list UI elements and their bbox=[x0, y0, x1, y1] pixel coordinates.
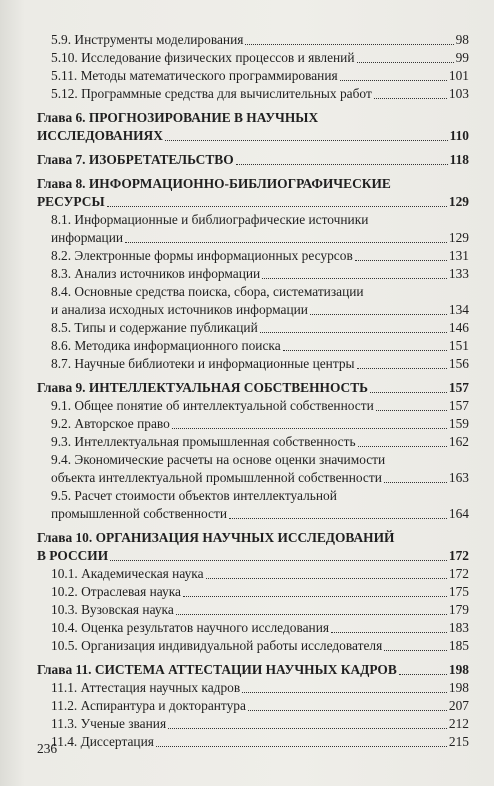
toc-entry-row bbox=[37, 379, 469, 397]
table-of-contents bbox=[37, 31, 469, 751]
toc-entry-title-line: 9.5. Расчет стоимости объектов интеллектуальной bbox=[51, 488, 337, 503]
toc-entry-title: промышленной собственности bbox=[51, 506, 228, 521]
toc-entry-title: 9.2. Авторское право bbox=[51, 416, 170, 431]
toc-entry-title-line: Глава 8. ИНФОРМАЦИОННО-БИБЛИОГРАФИЧЕСКИЕ bbox=[37, 176, 391, 191]
toc-entry-title: 8.3. Анализ источников информации bbox=[51, 266, 261, 281]
toc-section-entry[interactable] bbox=[37, 415, 469, 433]
dot-leader bbox=[107, 205, 447, 207]
toc-entry-row bbox=[51, 31, 469, 49]
toc-entry-row bbox=[37, 547, 469, 565]
dot-leader bbox=[357, 367, 447, 369]
dot-leader bbox=[229, 517, 447, 519]
dot-leader bbox=[374, 97, 447, 99]
toc-entry-title: 9.3. Интеллектуальная промышленная собственность bbox=[51, 434, 356, 449]
toc-section-entry[interactable] bbox=[37, 49, 469, 67]
dot-leader bbox=[242, 691, 447, 693]
toc-entry-row bbox=[51, 469, 469, 487]
toc-page-number: 175 bbox=[448, 584, 469, 599]
toc-entry-row bbox=[51, 619, 469, 637]
toc-entry-row bbox=[51, 697, 469, 715]
toc-page-number: 156 bbox=[448, 356, 469, 371]
toc-section-entry[interactable] bbox=[37, 31, 469, 49]
toc-section-entry[interactable] bbox=[37, 619, 469, 637]
toc-entry-row bbox=[51, 637, 469, 655]
dot-leader bbox=[370, 391, 447, 393]
toc-page-number: 183 bbox=[448, 620, 469, 635]
toc-page-number: 118 bbox=[449, 152, 469, 167]
toc-entry-title: объекта интеллектуальной промышленной собственности bbox=[51, 470, 382, 485]
toc-entry-title: и анализа исходных источников информации bbox=[51, 302, 308, 317]
toc-entry-title: 5.11. Методы математического программирования bbox=[51, 68, 338, 83]
toc-entry-title-line: 8.1. Информационные и библиографические источники bbox=[51, 212, 369, 227]
toc-entry-row bbox=[51, 715, 469, 733]
toc-entry-title: 11.1. Аттестация научных кадров bbox=[51, 680, 241, 695]
toc-entry-row bbox=[37, 661, 469, 679]
page-number: 236 bbox=[37, 741, 58, 756]
toc-section-entry[interactable] bbox=[37, 433, 469, 451]
toc-entry-title-line: Глава 10. ОРГАНИЗАЦИЯ НАУЧНЫХ ИССЛЕДОВАНИЙ bbox=[37, 530, 395, 545]
dot-leader bbox=[110, 559, 447, 561]
toc-entry-title: 10.4. Оценка результатов научного исследования bbox=[51, 620, 330, 635]
toc-entry-title: 11.2. Аспирантура и докторантура bbox=[51, 698, 246, 713]
toc-entry-row bbox=[51, 319, 469, 337]
toc-entry-row bbox=[51, 265, 469, 283]
toc-section-entry[interactable] bbox=[37, 565, 469, 583]
toc-section-entry[interactable] bbox=[37, 715, 469, 733]
toc-section-entry[interactable] bbox=[37, 451, 469, 487]
toc-entry-row bbox=[51, 601, 469, 619]
toc-page-number: 134 bbox=[448, 302, 469, 317]
toc-entry-row bbox=[51, 565, 469, 583]
toc-entry-title: Глава 7. ИЗОБРЕТАТЕЛЬСТВО bbox=[37, 152, 234, 167]
dot-leader bbox=[384, 481, 447, 483]
toc-entry-title: информации bbox=[51, 230, 124, 245]
toc-entry-row bbox=[51, 67, 469, 85]
toc-entry-title: Глава 11. СИСТЕМА АТТЕСТАЦИИ НАУЧНЫХ КАДРОВ bbox=[37, 662, 397, 677]
toc-section-entry[interactable] bbox=[37, 265, 469, 283]
toc-section-entry[interactable] bbox=[37, 319, 469, 337]
dot-leader bbox=[340, 79, 447, 81]
dot-leader bbox=[384, 649, 447, 651]
toc-entry-row bbox=[51, 679, 469, 697]
toc-entry-title: 8.6. Методика информационного поиска bbox=[51, 338, 281, 353]
toc-entry-title: 5.12. Программные средства для вычислительных работ bbox=[51, 86, 372, 101]
toc-entry-row bbox=[51, 85, 469, 103]
toc-page-number: 146 bbox=[448, 320, 469, 335]
toc-section-entry[interactable] bbox=[37, 247, 469, 265]
toc-entry-title: 8.2. Электронные формы информационных ресурсов bbox=[51, 248, 353, 263]
toc-entry-title: 5.9. Инструменты моделирования bbox=[51, 32, 244, 47]
toc-entry-row bbox=[51, 397, 469, 415]
toc-page-number: 198 bbox=[448, 662, 469, 677]
toc-page-number: 162 bbox=[448, 434, 469, 449]
toc-section-entry[interactable] bbox=[37, 487, 469, 523]
dot-leader bbox=[399, 673, 447, 675]
dot-leader bbox=[168, 727, 447, 729]
toc-entry-row bbox=[37, 151, 469, 169]
toc-entry-title: Глава 9. ИНТЕЛЛЕКТУАЛЬНАЯ СОБСТВЕННОСТЬ bbox=[37, 380, 368, 395]
toc-section-entry[interactable] bbox=[37, 397, 469, 415]
dot-leader bbox=[357, 61, 454, 63]
dot-leader bbox=[206, 577, 447, 579]
toc-page-number: 179 bbox=[448, 602, 469, 617]
toc-entry-title: 8.7. Научные библиотеки и информационные центры bbox=[51, 356, 355, 371]
toc-page-number: 207 bbox=[448, 698, 469, 713]
dot-leader bbox=[260, 331, 447, 333]
toc-chapter-entry[interactable] bbox=[37, 175, 469, 211]
toc-page-number: 110 bbox=[449, 128, 469, 143]
toc-chapter-entry[interactable] bbox=[37, 151, 469, 169]
toc-section-entry[interactable] bbox=[37, 67, 469, 85]
toc-section-entry[interactable] bbox=[37, 679, 469, 697]
toc-page-number: 131 bbox=[448, 248, 469, 263]
toc-entry-title-line: 9.4. Экономические расчеты на основе оценки значимости bbox=[51, 452, 386, 467]
toc-entry-row bbox=[51, 733, 469, 751]
dot-leader bbox=[125, 241, 447, 243]
toc-page-number: 163 bbox=[448, 470, 469, 485]
toc-page-number: 157 bbox=[448, 398, 469, 413]
toc-page-number: 157 bbox=[448, 380, 469, 395]
toc-entry-title: 9.1. Общее понятие об интеллектуальной собственности bbox=[51, 398, 374, 413]
toc-entry-title: 10.5. Организация индивидуальной работы исследователя bbox=[51, 638, 383, 653]
toc-chapter-entry[interactable] bbox=[37, 661, 469, 679]
toc-chapter-entry[interactable] bbox=[37, 109, 469, 145]
toc-page-number: 151 bbox=[448, 338, 469, 353]
toc-page-number: 172 bbox=[448, 548, 469, 563]
dot-leader bbox=[355, 259, 447, 261]
toc-page-number: 98 bbox=[455, 32, 469, 47]
dot-leader bbox=[183, 595, 447, 597]
toc-entry-row bbox=[51, 337, 469, 355]
dot-leader bbox=[176, 613, 447, 615]
toc-entry-row bbox=[51, 229, 469, 247]
dot-leader bbox=[245, 43, 453, 45]
toc-entry-row bbox=[51, 301, 469, 319]
dot-leader bbox=[283, 349, 447, 351]
toc-chapter-entry[interactable] bbox=[37, 379, 469, 397]
dot-leader bbox=[310, 313, 447, 315]
dot-leader bbox=[172, 427, 447, 429]
dot-leader bbox=[358, 445, 447, 447]
toc-page-number: 101 bbox=[448, 68, 469, 83]
dot-leader bbox=[376, 409, 447, 411]
toc-entry-title: 10.3. Вузовская наука bbox=[51, 602, 174, 617]
toc-entry-title: 5.10. Исследование физических процессов и явлений bbox=[51, 50, 355, 65]
toc-entry-row bbox=[37, 127, 469, 145]
toc-entry-title: 10.1. Академическая наука bbox=[51, 566, 204, 581]
toc-entry-row bbox=[51, 433, 469, 451]
toc-section-entry[interactable] bbox=[37, 601, 469, 619]
dot-leader bbox=[165, 139, 448, 141]
toc-section-entry[interactable] bbox=[37, 355, 469, 373]
toc-section-entry[interactable] bbox=[37, 697, 469, 715]
dot-leader bbox=[331, 631, 447, 633]
toc-page-number: 198 bbox=[448, 680, 469, 695]
dot-leader bbox=[156, 745, 447, 747]
toc-page-number: 164 bbox=[448, 506, 469, 521]
toc-page-number: 159 bbox=[448, 416, 469, 431]
toc-page-number: 133 bbox=[448, 266, 469, 281]
toc-section-entry[interactable] bbox=[37, 583, 469, 601]
toc-page-number: 129 bbox=[448, 194, 469, 209]
toc-section-entry[interactable] bbox=[37, 337, 469, 355]
dot-leader bbox=[236, 163, 448, 165]
toc-entry-row bbox=[51, 247, 469, 265]
toc-page-number: 215 bbox=[448, 734, 469, 749]
toc-entry-title-line: Глава 6. ПРОГНОЗИРОВАНИЕ В НАУЧНЫХ bbox=[37, 110, 319, 125]
toc-entry-title: ИССЛЕДОВАНИЯХ bbox=[37, 128, 163, 143]
toc-entry-row bbox=[51, 49, 469, 67]
toc-section-entry[interactable] bbox=[37, 283, 469, 319]
toc-section-entry[interactable] bbox=[37, 211, 469, 247]
toc-entry-row bbox=[51, 505, 469, 523]
toc-entry-title: 8.5. Типы и содержание публикаций bbox=[51, 320, 258, 335]
dot-leader bbox=[262, 277, 447, 279]
toc-section-entry[interactable] bbox=[37, 637, 469, 655]
toc-page-number: 185 bbox=[448, 638, 469, 653]
toc-page-number: 212 bbox=[448, 716, 469, 731]
toc-entry-title-line: 8.4. Основные средства поиска, сбора, систематизации bbox=[51, 284, 364, 299]
toc-section-entry[interactable] bbox=[37, 85, 469, 103]
dot-leader bbox=[248, 709, 447, 711]
toc-page-number: 129 bbox=[448, 230, 469, 245]
toc-entry-title: 10.2. Отраслевая наука bbox=[51, 584, 181, 599]
toc-entry-title: РЕСУРСЫ bbox=[37, 194, 105, 209]
toc-entry-row bbox=[51, 355, 469, 373]
toc-entry-title: 11.4. Диссертация bbox=[51, 734, 154, 749]
toc-entry-row bbox=[51, 583, 469, 601]
toc-chapter-entry[interactable] bbox=[37, 529, 469, 565]
toc-entry-title: 11.3. Ученые звания bbox=[51, 716, 167, 731]
toc-page-number: 99 bbox=[455, 50, 469, 65]
toc-entry-row bbox=[37, 193, 469, 211]
toc-entry-row bbox=[51, 415, 469, 433]
toc-entry-title: В РОССИИ bbox=[37, 548, 109, 563]
toc-page-number: 172 bbox=[448, 566, 469, 581]
toc-section-entry[interactable] bbox=[37, 733, 469, 751]
toc-page-number: 103 bbox=[448, 86, 469, 101]
